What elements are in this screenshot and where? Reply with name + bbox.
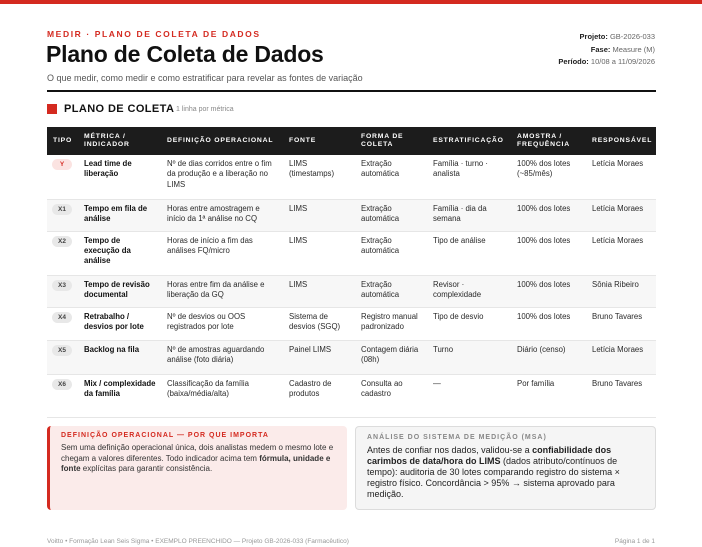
sample-cell: Por família: [511, 374, 586, 417]
type-badge: X3: [52, 280, 72, 291]
table-row: [47, 275, 656, 307]
sample-cell: 100% dos lotes: [511, 199, 586, 231]
col-header-fonte: FONTE: [283, 127, 355, 155]
stratification-cell: Tipo de análise: [427, 231, 511, 275]
col-header-amostra: AMOSTRA / FREQUÊNCIA: [511, 127, 586, 155]
top-accent-bar: [0, 0, 702, 4]
msa-callout: [355, 426, 656, 510]
owner-cell: Letícia Moraes: [586, 231, 656, 275]
stratification-cell: Família · turno · analista: [427, 155, 511, 199]
metric-cell: Tempo em fila de análise: [78, 199, 161, 231]
col-header-responsavel: RESPONSÁVEL: [586, 127, 656, 155]
table-row: [47, 231, 656, 275]
col-header-forma: FORMA DE COLETA: [355, 127, 427, 155]
table-row: [47, 155, 656, 199]
owner-cell: Sônia Ribeiro: [586, 275, 656, 307]
table-row: [47, 199, 656, 231]
owner-cell: Letícia Moraes: [586, 155, 656, 199]
footer-credits: Voitto • Formação Lean Seis Sigma • EXEMPLO PREENCHIDO — Projeto GB-2026-033 (Farmacêutico): [47, 538, 349, 545]
table-row: [47, 307, 656, 340]
sample-cell: 100% dos lotes: [511, 231, 586, 275]
metric-cell: Mix / complexidade da família: [78, 374, 161, 417]
type-badge: X4: [52, 312, 72, 323]
type-badge: X5: [52, 345, 72, 356]
section-marker-icon: [47, 104, 57, 114]
collection-plan-table: [47, 127, 656, 418]
source-cell: LIMS: [283, 199, 355, 231]
meta-phase: Fase: Measure (M): [590, 44, 655, 54]
stratification-cell: Família · dia da semana: [427, 199, 511, 231]
stratification-cell: Tipo de desvio: [427, 307, 511, 340]
section-note: 1 linha por métrica: [176, 106, 234, 113]
operational-definition-callout: [47, 426, 347, 510]
method-cell: Registro manual padronizado: [355, 307, 427, 340]
page-number: Página 1 de 1: [614, 538, 655, 545]
definition-cell: Nº de amostras aguardando análise (foto diária): [161, 340, 283, 374]
definition-cell: Horas de início a fim das análises FQ/micro: [161, 231, 283, 275]
method-cell: Consulta ao cadastro: [355, 374, 427, 417]
meta-period: Período: 10/08 a 11/09/2026: [558, 57, 655, 66]
metric-cell: Lead time de liberação: [78, 155, 161, 199]
method-cell: Extração automática: [355, 199, 427, 231]
metric-cell: Backlog na fila: [78, 340, 161, 374]
sample-cell: 100% dos lotes (~85/mês): [511, 155, 586, 199]
project-meta: [558, 31, 655, 69]
owner-cell: Letícia Moraes: [586, 340, 656, 374]
source-cell: Sistema de desvios (SGQ): [283, 307, 355, 340]
stratification-cell: Turno: [427, 340, 511, 374]
definition-cell: Horas entre fim da análise e liberação da GQ: [161, 275, 283, 307]
method-cell: Extração automática: [355, 155, 427, 199]
definition-cell: Horas entre amostragem e início da 1ª análise no CQ: [161, 199, 283, 231]
definition-cell: Classificação da família (baixa/média/alta): [161, 374, 283, 417]
section-title: PLANO DE COLETA: [64, 103, 175, 115]
callout-text: Antes de confiar nos dados, validou-se a confiabilidade dos carimbos de data/hora do LIMS (dados atributo/contínuos de tempo): auditoria de 30 lotes comparando registro do sistema × registro físico. Concordância > 95% → sistema aprovado para medição.: [367, 445, 620, 499]
table-header-row: [47, 127, 656, 155]
metric-cell: Retrabalho / desvios por lote: [78, 307, 161, 340]
owner-cell: Bruno Tavares: [586, 307, 656, 340]
callout-text: Sem uma definição operacional única, dois analistas medem o mesmo lote e chegam a valores diferentes. Todo indicador acima tem fórmula, unidade e fonte explícitas para garantir consistência.: [61, 443, 334, 473]
metric-cell: Tempo de revisão documental: [78, 275, 161, 307]
metric-cell: Tempo de execução da análise: [78, 231, 161, 275]
method-cell: Extração automática: [355, 275, 427, 307]
meta-project: Projeto: GB-2026-033: [579, 32, 655, 41]
callout-title: DEFINIÇÃO OPERACIONAL — POR QUE IMPORTA: [61, 432, 269, 439]
page-subtitle: O que medir, como medir e como estratificar para revelar as fontes de variação: [47, 73, 363, 83]
sample-cell: 100% dos lotes: [511, 275, 586, 307]
page-title: Plano de Coleta de Dados: [46, 41, 324, 67]
owner-cell: Letícia Moraes: [586, 199, 656, 231]
sample-cell: 100% dos lotes: [511, 307, 586, 340]
type-badge: X6: [52, 379, 72, 390]
type-badge: X2: [52, 236, 72, 247]
callout-title: ANÁLISE DO SISTEMA DE MEDIÇÃO (MSA): [367, 434, 547, 441]
definition-cell: Nº de dias corridos entre o fim da produção e a liberação no LIMS: [161, 155, 283, 199]
col-header-definicao: DEFINIÇÃO OPERACIONAL: [161, 127, 283, 155]
table-row: [47, 374, 656, 417]
sample-cell: Diário (censo): [511, 340, 586, 374]
source-cell: LIMS: [283, 231, 355, 275]
source-cell: Painel LIMS: [283, 340, 355, 374]
page-eyebrow: MEDIR · PLANO DE COLETA DE DADOS: [47, 29, 261, 39]
source-cell: LIMS (timestamps): [283, 155, 355, 199]
owner-cell: Bruno Tavares: [586, 374, 656, 417]
table-row: [47, 340, 656, 374]
col-header-metrica: MÉTRICA / INDICADOR: [78, 127, 161, 155]
col-header-tipo: TIPO: [47, 127, 78, 155]
stratification-cell: Revisor · complexidade: [427, 275, 511, 307]
method-cell: Contagem diária (08h): [355, 340, 427, 374]
source-cell: LIMS: [283, 275, 355, 307]
method-cell: Extração automática: [355, 231, 427, 275]
type-badge: Y: [52, 159, 72, 170]
header-divider: [47, 90, 656, 92]
type-badge: X1: [52, 204, 72, 215]
stratification-cell: —: [427, 374, 511, 417]
col-header-estratificacao: ESTRATIFICAÇÃO: [427, 127, 511, 155]
definition-cell: Nº de desvios ou OOS registrados por lote: [161, 307, 283, 340]
source-cell: Cadastro de produtos: [283, 374, 355, 417]
